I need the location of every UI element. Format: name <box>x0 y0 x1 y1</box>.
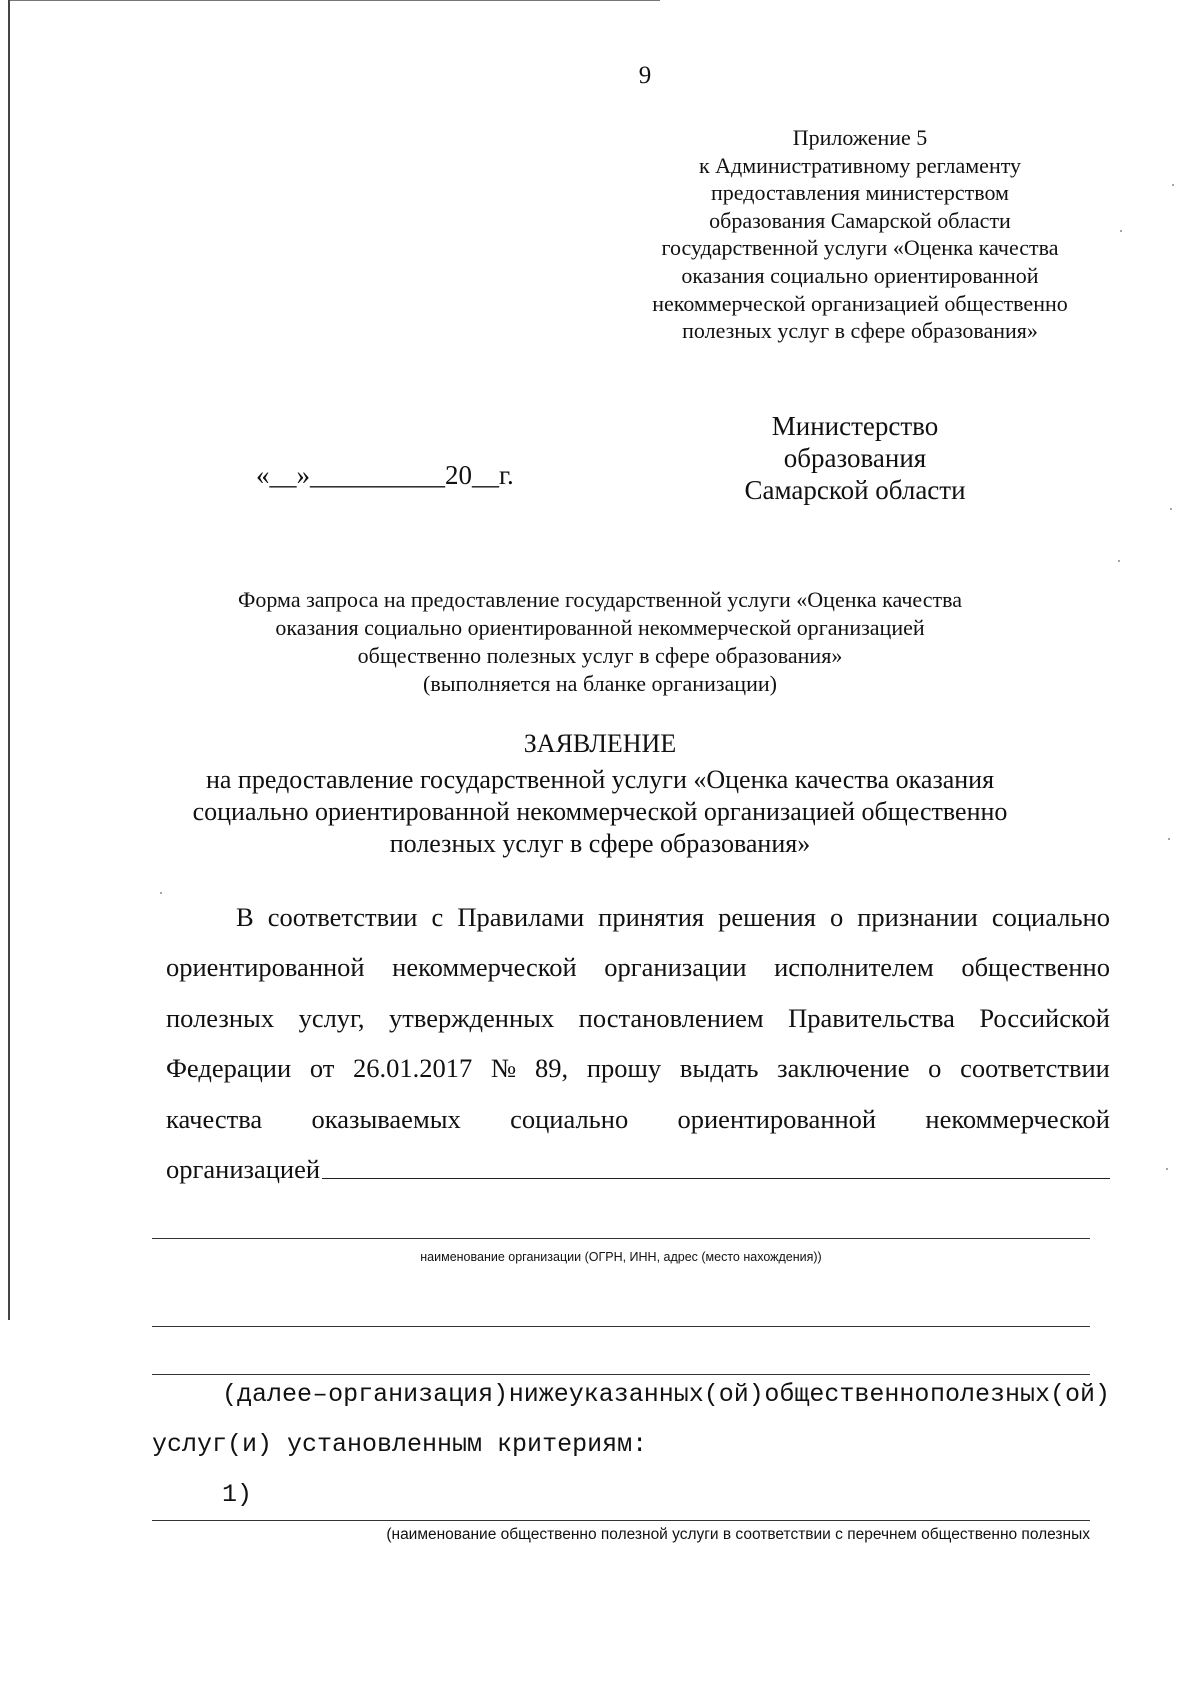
word: прошу <box>586 1053 662 1084</box>
form-title-line: оказания социально ориентированной некоммерческой организацией <box>275 615 925 640</box>
form-title-line: общественно полезных услуг в сфере образования» <box>357 643 843 668</box>
scan-speck <box>1120 230 1122 232</box>
organization-label: организацией <box>166 1154 321 1185</box>
paragraph-line: услуг(и) установленным критериям: <box>152 1430 648 1459</box>
paragraph-line <box>166 1043 1110 1093</box>
continuation-paragraph <box>152 1370 1110 1520</box>
paragraph-line <box>152 1370 1110 1420</box>
recipient-block <box>700 410 1010 506</box>
word: организация) <box>328 1380 509 1409</box>
appendix-line: к Административному регламенту <box>698 152 1022 178</box>
page-edge-left <box>8 0 10 1320</box>
word: некоммерческой <box>925 1103 1110 1134</box>
word: заключение <box>777 1053 910 1084</box>
appendix-line: некоммерческой организацией общественно <box>652 290 1068 316</box>
word: ориентированной <box>677 1103 877 1134</box>
form-title <box>100 586 1100 698</box>
form-title-line: (выполняется на бланке организации) <box>423 671 777 696</box>
word: 89, <box>535 1053 569 1084</box>
form-title-line: Форма запроса на предоставление государственной услуги «Оценка качества <box>238 587 962 612</box>
appendix-line: предоставления министерством <box>711 180 1009 206</box>
word: утвержденных <box>389 1002 555 1033</box>
word: нижеуказанных(ой) <box>508 1380 764 1409</box>
word: ориентированной <box>166 952 365 983</box>
word: полезных <box>166 1002 275 1033</box>
word: услуг, <box>298 1002 365 1033</box>
organization-entry <box>166 1144 1110 1194</box>
word: социально <box>510 1103 629 1134</box>
word: – <box>312 1380 328 1409</box>
word: Федерации <box>166 1053 292 1084</box>
page-edge-top <box>10 0 660 1</box>
word: социально <box>991 902 1110 932</box>
scan-speck <box>1170 508 1172 510</box>
appendix-line: Приложение 5 <box>792 125 928 150</box>
paragraph-line <box>166 1094 1110 1144</box>
scan-speck <box>1168 838 1170 840</box>
word: признании <box>857 902 978 932</box>
service-caption: (наименование общественно полезной услуги в соответствии с перечнем общественно полезных <box>386 1526 1090 1543</box>
word: В <box>236 902 254 932</box>
word: общественно <box>764 1380 930 1409</box>
statement-paragraph <box>166 892 1110 1194</box>
word: от <box>309 1053 335 1084</box>
appendix-line: образования Самарской области <box>709 207 1011 233</box>
word: соответствии <box>267 902 418 932</box>
blank-line <box>152 1520 1090 1521</box>
word: 26.01.2017 <box>353 1053 473 1084</box>
word: выдать <box>679 1053 759 1084</box>
list-item-number: 1) <box>222 1480 253 1509</box>
word: организации <box>604 952 747 983</box>
word: о <box>829 902 844 932</box>
word: принятия <box>598 902 705 932</box>
paragraph-line <box>166 892 1110 942</box>
appendix-line: полезных услуг в сфере образования» <box>682 318 1038 344</box>
word: соответствии <box>960 1053 1110 1084</box>
recipient-line-1: Министерство образования <box>771 411 939 473</box>
statement-subtitle <box>100 764 1100 860</box>
appendix-line: оказания социально ориентированной <box>681 262 1039 288</box>
word: Правительства <box>788 1002 955 1033</box>
statement-title: ЗАЯВЛЕНИЕ <box>523 729 677 758</box>
statement-subtitle-line: полезных услуг в сфере образования» <box>389 829 811 858</box>
word: № <box>491 1053 517 1084</box>
page-number: 9 <box>638 62 652 89</box>
word: постановлением <box>578 1002 764 1033</box>
word: Российской <box>979 1002 1110 1033</box>
word: качества <box>166 1103 263 1134</box>
appendix-header <box>600 124 1120 345</box>
word: оказываемых <box>311 1103 461 1134</box>
word: с <box>431 902 444 932</box>
blank-line <box>152 1238 1090 1239</box>
word: исполнителем <box>774 952 934 983</box>
blank-line <box>152 1326 1090 1327</box>
paragraph-line <box>166 993 1110 1043</box>
paragraph-line <box>166 942 1110 992</box>
recipient-line-2: Самарской области <box>744 475 966 505</box>
organization-fill-line <box>322 1144 1110 1179</box>
word: решения <box>718 902 816 932</box>
word: (далее <box>222 1380 313 1409</box>
word: Правилами <box>457 902 585 932</box>
statement-subtitle-line: социально ориентированной некоммерческой организацией общественно <box>192 797 1008 826</box>
appendix-line: государственной услуги «Оценка качества <box>661 235 1059 261</box>
scan-speck <box>160 892 162 894</box>
scan-speck <box>1166 1168 1168 1170</box>
word: полезных(ой) <box>929 1380 1110 1409</box>
word: некоммерческой <box>392 952 577 983</box>
organization-caption: наименование организации (ОГРН, ИНН, адрес (место нахождения)) <box>420 1250 822 1264</box>
word: общественно <box>961 952 1110 983</box>
word: о <box>928 1053 942 1084</box>
date-field: «__»__________20__г. <box>256 460 514 490</box>
scan-speck <box>1172 184 1174 186</box>
statement-subtitle-line: на предоставление государственной услуги «Оценка качества оказания <box>205 765 995 794</box>
scan-speck <box>1118 560 1120 562</box>
